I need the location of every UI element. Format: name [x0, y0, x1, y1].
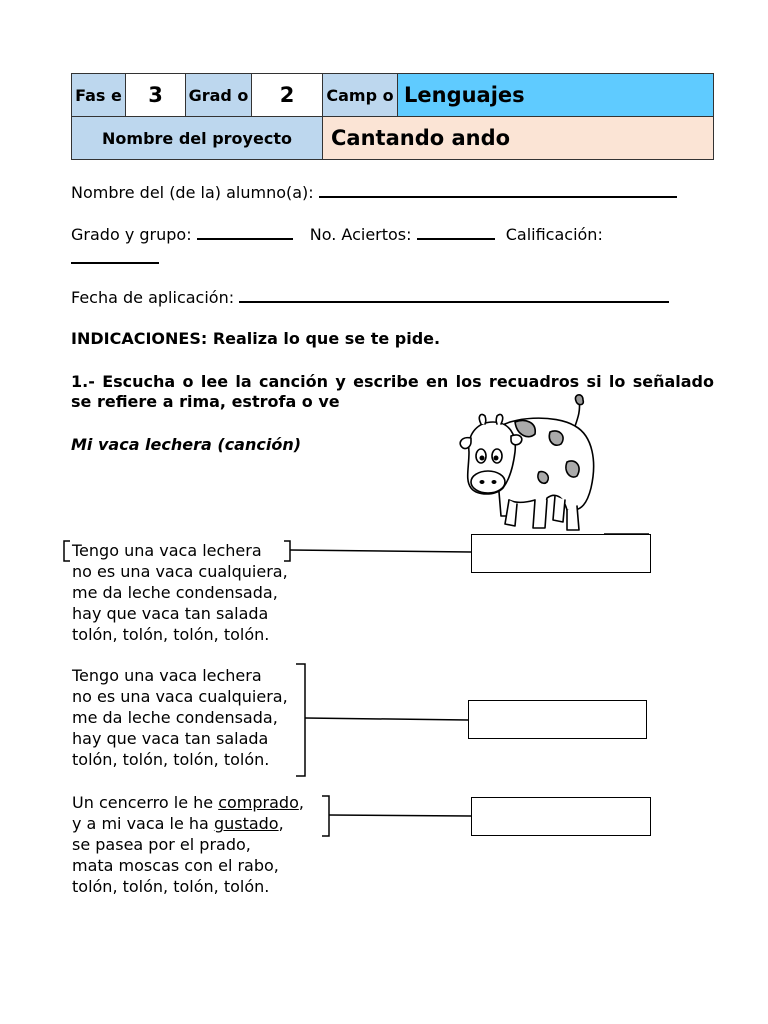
- stanza-3-line-2-text: y a mi vaca le ha: [72, 814, 214, 833]
- stanza-3-line-2-comma: ,: [278, 814, 284, 833]
- stanza-2-line-3: me da leche condensada,: [72, 708, 278, 727]
- stanza-3-line-3: se pasea por el prado,: [72, 835, 251, 854]
- stanza-3-line-5: tolón, tolón, tolón, tolón.: [72, 877, 270, 896]
- stanza-1-line-1: Tengo una vaca lechera: [72, 541, 262, 560]
- song-title: Mi vaca lechera (canción): [71, 435, 302, 454]
- fase-label: Fas e: [72, 74, 126, 117]
- proyecto-value: Cantando ando: [323, 117, 714, 160]
- stanza-3-line-1-comma: ,: [298, 793, 304, 812]
- alumno-label: Nombre del (de la) alumno(a):: [71, 183, 314, 202]
- stanza-1-line-5: tolón, tolón, tolón, tolón.: [72, 625, 270, 644]
- stanza-1-line-3: me da leche condensada,: [72, 583, 278, 602]
- stanza-bracket: [296, 664, 305, 776]
- grado-grupo-label: Grado y grupo:: [71, 225, 192, 244]
- fase-value: 3: [126, 74, 186, 117]
- rhyme-word-comprado: comprado: [218, 793, 299, 812]
- verse-bracket-right: [284, 541, 290, 561]
- campo-value: Lenguajes: [398, 74, 714, 117]
- connector-line-2: [305, 718, 468, 720]
- aciertos-label: No. Aciertos:: [309, 225, 412, 244]
- calificacion-label: Calificación:: [505, 225, 603, 244]
- verse-bracket-left: [64, 541, 70, 561]
- connector-line-3: [329, 815, 471, 816]
- grado-label: Grad o: [186, 74, 252, 117]
- campo-label: Camp o: [323, 74, 398, 117]
- proyecto-label: Nombre del proyecto: [72, 117, 323, 160]
- question-1: 1.- Escucha o lee la canción y escribe en los recuadros si lo señalado se refiere a rima, estrofa o ve: [71, 372, 714, 411]
- stanza-2-line-1: Tengo una vaca lechera: [72, 666, 262, 685]
- fecha-label: Fecha de aplicación:: [71, 288, 235, 307]
- rhyme-word-gustado: gustado: [213, 814, 279, 833]
- stanza-3-line-4: mata moscas con el rabo,: [72, 856, 279, 875]
- instructions: INDICACIONES: Realiza lo que se te pide.: [71, 329, 441, 348]
- grado-value: 2: [252, 74, 323, 117]
- stanza-3-line-1-text: Un cencerro le he: [72, 793, 219, 812]
- stanza-1-line-2: no es una vaca cualquiera,: [72, 562, 288, 581]
- stanza-1-line-4: hay que vaca tan salada: [72, 604, 269, 623]
- rhyme-bracket: [322, 796, 329, 836]
- stanza-2-line-5: tolón, tolón, tolón, tolón.: [72, 750, 270, 769]
- connector-line-1: [290, 550, 471, 552]
- stanza-2-line-4: hay que vaca tan salada: [72, 729, 269, 748]
- stanza-2-line-2: no es una vaca cualquiera,: [72, 687, 288, 706]
